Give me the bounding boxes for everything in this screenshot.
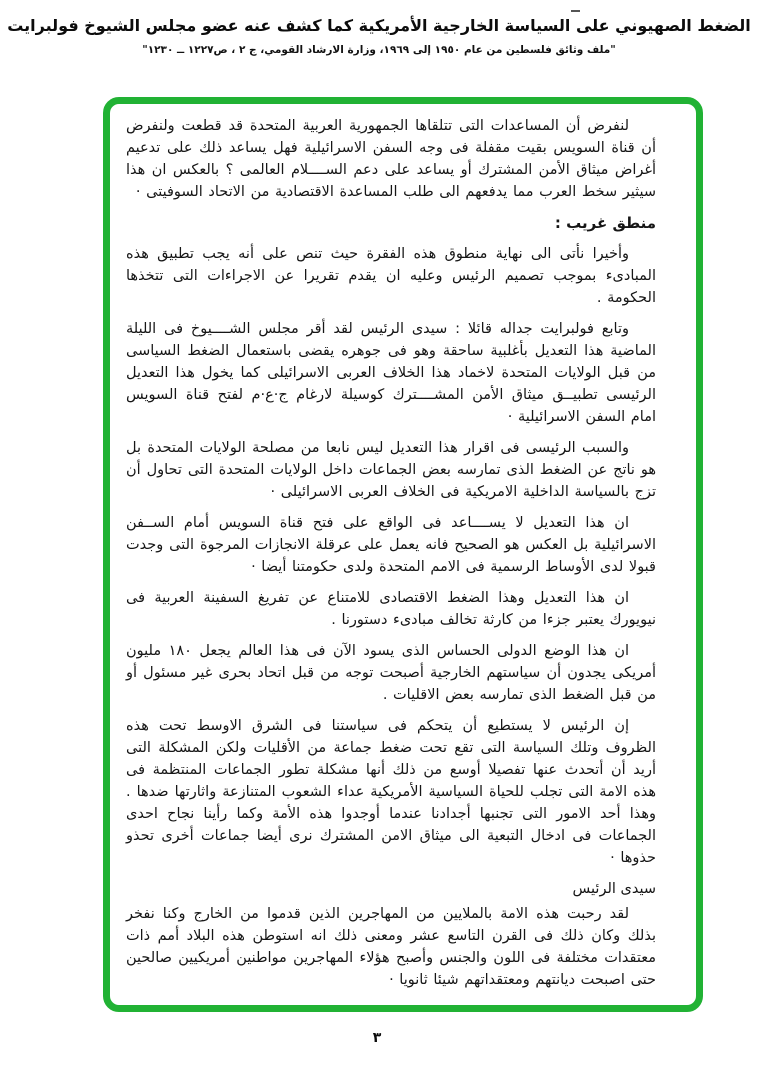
- paragraph-amendment-no-help: ان هذا التعديل لا يســــاعد فى الواقع على فتح قناة السويس أمام الســفن الاسرائيلية بل العكس هو الصحيح فانه يعمل على عرقلة الانجازات المرجوة التى وجدت قبولا لدى الأوساط الرسمية فى الامم المتحدة ولدى حكومتنا أيضا ·: [126, 515, 656, 575]
- scan-artifact-dash: [571, 10, 580, 12]
- document-title: الضغط الصهيوني على السياسة الخارجية الأمريكية كما كشف عنه عضو مجلس الشيوخ فولبرايت: [7, 16, 751, 35]
- paragraph-president-control: إن الرئيس لا يستطيع أن يتحكم فى سياستنا فى الشرق الاوسط تحت هذه الظروف وتلك السياسة التى تقع تحت ضغط جماعة من الأقليات ولكن المشكلة التى أريد أن أتحدث عنها تفصيلا أوسع من ذلك أنها مشكلة تطور الجماعات المنتظمة فى هذه الامة التى تجلب للحياة السياسية الأمريكية عداء الشعوب المتنازعة واثارتها ضدها . وهذا أحد الامور التى تجنبها أجدادنا عندما أوجدوا هذه الأمة وكما رأينا نجاح احدى الجماعات فى ادخال التبعية الى ميثاق الامن المشترك نرى أيضا جماعات أخرى تحذو حذوها ·: [126, 718, 656, 866]
- paragraph-aid-suspension: لنفرض أن المساعدات التى تتلقاها الجمهورية العربية المتحدة قد قطعت ولنفرض أن قناة السويس بقيت مقفلة فى وجه السفن الاسرائيلية فهل يساعد ذلك على تدعيم أغراض ميثاق الأمن المشترك أو يساعد على دعم الســــلام العالمى ؟ بالعكس ان هذا سيثير سخط العرب مما يدفعهم الى طلب المساعدة الاقتصادية من الاتحاد السوفيتى ·: [126, 118, 656, 200]
- paragraph-clause-conclusion: وأخيرا نأتى الى نهاية منطوق هذه الفقرة حيث تنص على أنه يجب تطبيق هذه المبادىء بموجب تصميم الرئيس وعليه ان يقدم تقريرا عن الاجراءات التى تتخذها الحكومة .: [126, 246, 656, 306]
- paragraph-international-situation: ان هذا الوضع الدولى الحساس الذى يسود الآن فى هذا العالم يجعل ١٨٠ مليون أمريكى يجدون أن سياستهم الخارجية أصبحت توجه من قبل اتحاد بحرى غير مسئول أو من قبل الضغط الذى تمارسه بعض الاقليات .: [126, 643, 656, 703]
- green-border-frame: [103, 97, 703, 1012]
- document-source-citation: "ملف وثائق فلسطين من عام ١٩٥٠ إلى ١٩٦٩، وزارة الارشاد القومي، ج ٢ ، ص١٢٢٧ ــ ١٢٣٠": [142, 44, 616, 56]
- paragraph-main-reason: والسبب الرئيسى فى اقرار هذا التعديل ليس نابعا من مصلحة الولايات المتحدة بل هو ناتج عن الضغط الذى تمارسه بعض الجماعات داخل الولايات المتحدة التى تحاول أن تزج بالسياسة الداخلية الامريكية فى الخلاف العربى الاسرائيلى ·: [126, 440, 656, 500]
- section-heading-mr-president: سيدى الرئيس: [572, 881, 656, 897]
- paragraph-fulbright-continues: وتابع فولبرايت جداله قائلا : سيدى الرئيس لقد أقر مجلس الشــــيوخ فى الليلة الماضية هذا التعديل بأغلبية ساحقة وهو فى جوهره يقضى باستعمال الضغط السياسى من قبل الولايات المتحدة لاخماد هذا الخلاف العربى الاسرائيلى كما يخول هذا التعديل الرئيسى تطبيــق ميثاق الأمن المشــــترك كوسيلة لارغام ج·ع·م لفتح قناة السويس امام السفن الاسرائيلية ·: [126, 321, 656, 425]
- paragraph-immigrants-welcome: لقد رحبت هذه الامة بالملايين من المهاجرين الذين قدموا من الخارج وكنا نفخر بذلك وكان ذلك فى القرن التاسع عشر ومعنى ذلك انه استوطن هذه البلاد أمم ذات معتقدات مختلفة فى اللون والجنس وأصبح هؤلاء المهاجرين مواطنين أمريكيين صالحين حتى اصبحت ديانتهم ومعتقداتهم شيئا ثانويا ·: [126, 906, 656, 988]
- paragraph-economic-pressure: ان هذا التعديل وهذا الضغط الاقتصادى للامتناع عن تفريغ السفينة العربية فى نيويورك يعتبر جزءا من كارثة تخالف مبادىء دستورنا .: [126, 590, 656, 628]
- document-header: [0, 16, 758, 56]
- page-number: ٣: [372, 1030, 382, 1046]
- section-heading-strange-logic: منطق غريب :: [554, 214, 656, 232]
